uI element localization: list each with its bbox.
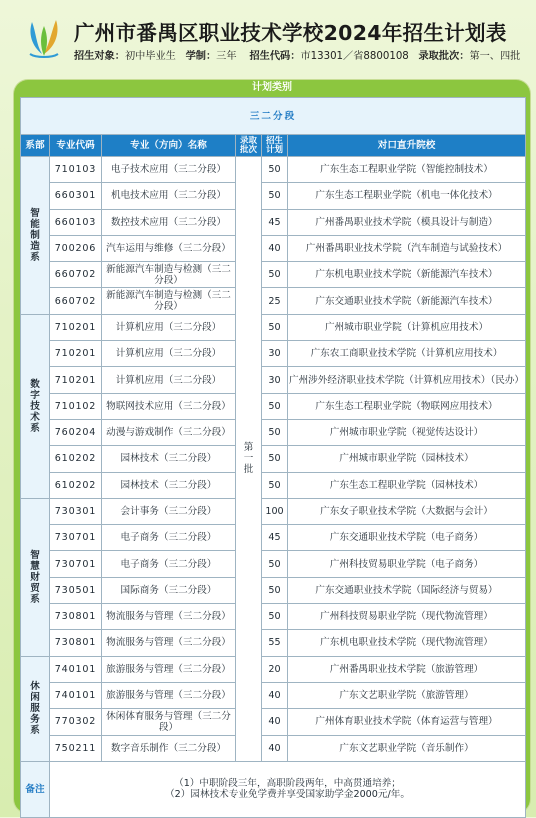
major-name: 计算机应用（三二分段） — [102, 314, 236, 340]
major-name: 计算机应用（三二分段） — [102, 367, 236, 393]
table-row — [21, 682, 526, 708]
table-row — [21, 472, 526, 498]
major-code: 730801 — [50, 630, 102, 656]
major-name: 新能源汽车制造与检测（三二分段） — [102, 288, 236, 314]
partner-college: 广东农工商职业技术学院（计算机应用技术） — [288, 341, 526, 367]
quota-value: 20 — [262, 656, 288, 682]
department-cell: 数字技术系 — [21, 314, 50, 498]
table-row — [21, 393, 526, 419]
major-code: 730301 — [50, 498, 102, 524]
major-code: 740101 — [50, 656, 102, 682]
partner-college: 广东文艺职业学院（音乐制作） — [288, 735, 526, 761]
table-row — [21, 235, 526, 261]
major-name: 电子商务（三二分段） — [102, 525, 236, 551]
major-code: 710103 — [50, 157, 102, 183]
department-cell: 智慧财贸系 — [21, 498, 50, 656]
table-row — [21, 262, 526, 288]
quota-value: 55 — [262, 630, 288, 656]
page-header — [0, 0, 536, 80]
table-row — [21, 341, 526, 367]
major-code: 660103 — [50, 209, 102, 235]
quota-value: 25 — [262, 288, 288, 314]
major-name: 计算机应用（三二分段） — [102, 341, 236, 367]
major-name: 物流服务与管理（三二分段） — [102, 604, 236, 630]
partner-college: 广东交通职业技术学院（新能源汽车技术） — [288, 288, 526, 314]
notes-label: 备注 — [21, 761, 50, 817]
quota-value: 50 — [262, 446, 288, 472]
major-name: 新能源汽车制造与检测（三二分段） — [102, 262, 236, 288]
partner-college: 广东交通职业技术学院（国际经济与贸易） — [288, 577, 526, 603]
major-name: 旅游服务与管理（三二分段） — [102, 682, 236, 708]
partner-college: 广州科技贸易职业学院（现代物流管理） — [288, 604, 526, 630]
quota-value: 50 — [262, 157, 288, 183]
quota-value: 100 — [262, 498, 288, 524]
partner-college: 广州番禺职业技术学院（模具设计与制造） — [288, 209, 526, 235]
major-name: 动漫与游戏制作（三二分段） — [102, 419, 236, 445]
col-code: 专业代码 — [50, 135, 102, 157]
major-code: 610202 — [50, 472, 102, 498]
category-header: 计划类别 — [252, 82, 292, 93]
partner-college: 广州城市职业学院（计算机应用技术） — [288, 314, 526, 340]
major-name: 会计事务（三二分段） — [102, 498, 236, 524]
column-header-row — [21, 135, 526, 157]
major-code: 730501 — [50, 577, 102, 603]
notes-text — [50, 761, 526, 817]
partner-college: 广州番禺职业技术学院（汽车制造与试验技术） — [288, 235, 526, 261]
segment-row — [21, 98, 526, 135]
table-row — [21, 209, 526, 235]
quota-value: 50 — [262, 262, 288, 288]
partner-college: 广东机电职业技术学院（新能源汽车技术） — [288, 262, 526, 288]
table-row — [21, 735, 526, 761]
major-name: 电子技术应用（三二分段） — [102, 157, 236, 183]
col-quota: 招生计划 — [262, 135, 288, 157]
quota-value: 50 — [262, 551, 288, 577]
table-row — [21, 157, 526, 183]
col-school: 对口直升院校 — [288, 135, 526, 157]
segment-title: 三二分段 — [21, 98, 526, 135]
page-title: 广州市番禺区职业技术学校2024年招生计划表 — [74, 21, 507, 45]
major-code: 660702 — [50, 262, 102, 288]
major-code: 610202 — [50, 446, 102, 472]
major-code: 770302 — [50, 709, 102, 735]
major-code: 660702 — [50, 288, 102, 314]
quota-value: 45 — [262, 525, 288, 551]
quota-value: 45 — [262, 209, 288, 235]
table-row — [21, 709, 526, 735]
partner-college: 广州城市职业学院（视觉传达设计） — [288, 419, 526, 445]
partner-college: 广东生态工程职业学院（机电一体化技术） — [288, 183, 526, 209]
col-batch: 录取批次 — [236, 135, 262, 157]
quota-value: 30 — [262, 367, 288, 393]
major-code: 740101 — [50, 682, 102, 708]
partner-college: 广州科技贸易职业学院（电子商务） — [288, 551, 526, 577]
table-row — [21, 288, 526, 314]
note-line-1: （1）中职阶段三年，高职阶段两年，中高贯通培养； — [174, 778, 401, 790]
major-name: 电子商务（三二分段） — [102, 551, 236, 577]
major-name: 物流服务与管理（三二分段） — [102, 630, 236, 656]
table-row — [21, 525, 526, 551]
major-name: 国际商务（三二分段） — [102, 577, 236, 603]
major-code: 700206 — [50, 235, 102, 261]
major-name: 数字音乐制作（三二分段） — [102, 735, 236, 761]
enrollment-plan-table — [20, 97, 526, 818]
table-row — [21, 183, 526, 209]
table-row — [21, 577, 526, 603]
quota-value: 40 — [262, 709, 288, 735]
major-code: 760204 — [50, 419, 102, 445]
partner-college: 广州体育职业技术学院（体育运营与管理） — [288, 709, 526, 735]
major-name: 数控技术应用（三二分段） — [102, 209, 236, 235]
partner-college: 广州城市职业学院（园林技术） — [288, 446, 526, 472]
major-code: 710201 — [50, 341, 102, 367]
major-name: 汽车运用与维修（三二分段） — [102, 235, 236, 261]
major-code: 730801 — [50, 604, 102, 630]
department-cell: 休闲服务系 — [21, 656, 50, 761]
partner-college: 广州番禺职业技术学院（旅游管理） — [288, 656, 526, 682]
major-code: 710201 — [50, 367, 102, 393]
major-code: 710201 — [50, 314, 102, 340]
col-department: 系部 — [21, 135, 50, 157]
notes-row — [21, 761, 526, 817]
school-logo-icon — [26, 16, 62, 60]
quota-value: 30 — [262, 341, 288, 367]
table-row — [21, 656, 526, 682]
table-row — [21, 419, 526, 445]
major-name: 旅游服务与管理（三二分段） — [102, 656, 236, 682]
batch-cell: 第一批 — [236, 157, 262, 762]
partner-college: 广东机电职业技术学院（现代物流管理） — [288, 630, 526, 656]
quota-value: 50 — [262, 183, 288, 209]
major-code: 660301 — [50, 183, 102, 209]
partner-college: 广东交通职业技术学院（电子商务） — [288, 525, 526, 551]
quota-value: 40 — [262, 735, 288, 761]
table-row — [21, 498, 526, 524]
quota-value: 40 — [262, 682, 288, 708]
partner-college: 广东文艺职业学院（旅游管理） — [288, 682, 526, 708]
table-row — [21, 551, 526, 577]
quota-value: 50 — [262, 604, 288, 630]
major-name: 休闲体育服务与管理（三二分段） — [102, 709, 236, 735]
major-name: 园林技术（三二分段） — [102, 446, 236, 472]
major-code: 710102 — [50, 393, 102, 419]
major-name: 物联网技术应用（三二分段） — [102, 393, 236, 419]
major-code: 730701 — [50, 525, 102, 551]
quota-value: 50 — [262, 472, 288, 498]
quota-value: 40 — [262, 235, 288, 261]
admission-info: 招生对象：初中毕业生 学制：三年 招生代码：市13301／省8800108 录取批次：第一、四批 — [74, 51, 521, 62]
note-line-2: （2）园林技术专业免学费并享受国家助学金2000元/年。 — [165, 789, 410, 801]
table-row — [21, 446, 526, 472]
partner-college: 广州涉外经济职业技术学院（计算机应用技术）（民办） — [288, 367, 526, 393]
major-name: 园林技术（三二分段） — [102, 472, 236, 498]
quota-value: 50 — [262, 577, 288, 603]
major-code: 750211 — [50, 735, 102, 761]
partner-college: 广东生态工程职业学院（物联网应用技术） — [288, 393, 526, 419]
table-row — [21, 314, 526, 340]
major-name: 机电技术应用（三二分段） — [102, 183, 236, 209]
partner-college: 广东女子职业技术学院（大数据与会计） — [288, 498, 526, 524]
quota-value: 50 — [262, 393, 288, 419]
table-row — [21, 604, 526, 630]
quota-value: 50 — [262, 419, 288, 445]
table-row — [21, 367, 526, 393]
major-code: 730701 — [50, 551, 102, 577]
department-cell: 智能制造系 — [21, 157, 50, 315]
plan-rows — [21, 157, 526, 762]
col-major: 专业（方向）名称 — [102, 135, 236, 157]
quota-value: 50 — [262, 314, 288, 340]
partner-college: 广东生态工程职业学院（智能控制技术） — [288, 157, 526, 183]
partner-college: 广东生态工程职业学院（园林技术） — [288, 472, 526, 498]
table-row — [21, 630, 526, 656]
